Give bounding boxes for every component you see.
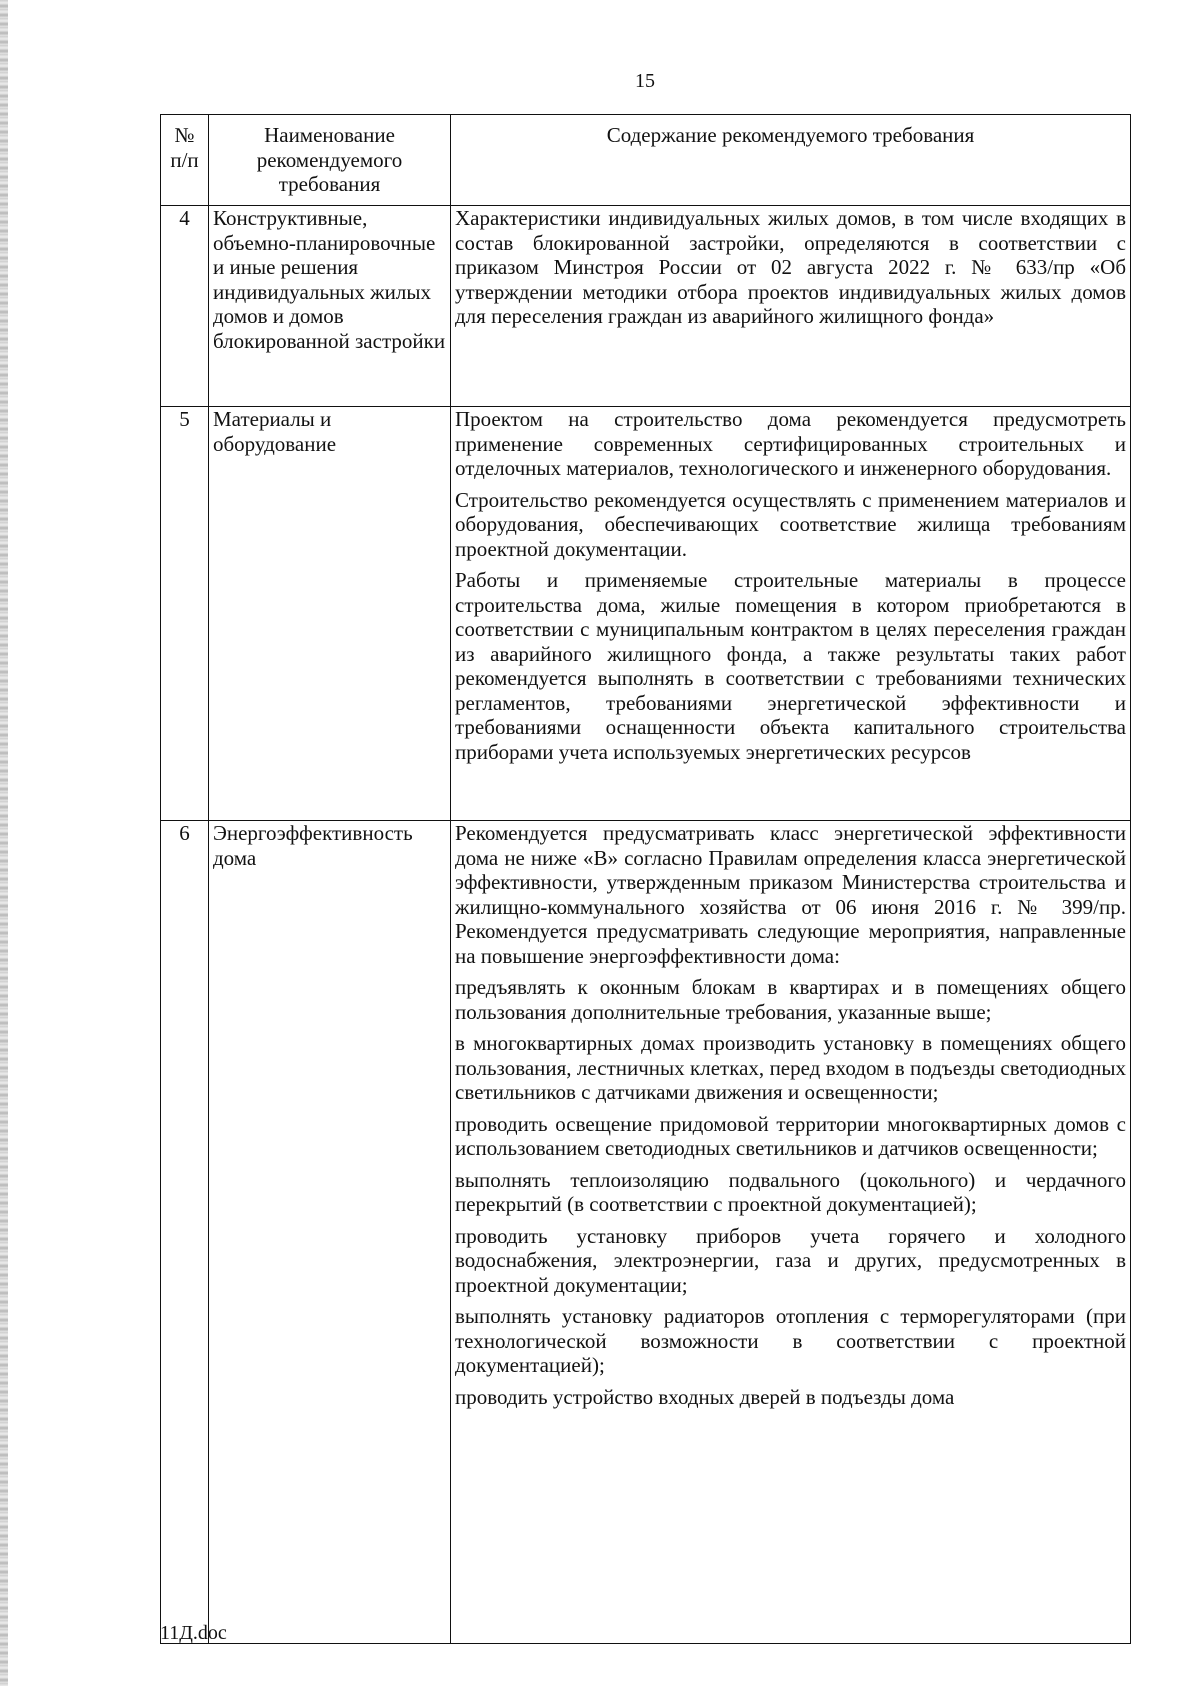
scan-edge: [0, 0, 8, 1686]
page-number: 15: [635, 70, 655, 92]
row-name: Конструктивные, объемно-планировочные и иные решения индивидуальных жилых домов и домов блокированной застройки: [209, 206, 451, 407]
row-num: 6: [161, 821, 209, 1644]
header-num: № п/п: [161, 115, 209, 206]
table-header-row: [161, 115, 1131, 206]
requirements-table: [160, 114, 1131, 1644]
content-paragraph: проводить установку приборов учета горячего и холодного водоснабжения, электроэнергии, газа и других, предусмотренных в проектной документации;: [455, 1223, 1126, 1297]
content-paragraph: Рекомендуется предусматривать класс энергетической эффективности дома не ниже «В» согласно Правилам определения класса энергетической эффективности, утвержденным приказом Министерства строительства и жилищно-коммунального хозяйства от 06 июня 2016 г. № 399/пр. Рекомендуется предусматривать следующие мероприятия, направленные на повышение энергоэффективности дома:: [455, 821, 1126, 968]
file-name-footer: 11Д.doc: [160, 1622, 227, 1644]
content-paragraph: Работы и применяемые строительные материалы в процессе строительства дома, жилые помещения в котором приобретаются в соответствии с муниципальным контрактом в целях переселения граждан из аварийного жилищного фонда, а также результаты таких работ рекомендуется выполнять в соответствии с требованиями технических регламентов, требованиями энергетической эффективности и требованиями оснащенности объекта капитального строительства приборами учета используемых энергетических ресурсов: [455, 568, 1126, 764]
content-paragraph: проводить устройство входных дверей в подъезды дома: [455, 1384, 955, 1409]
content-paragraph: Строительство рекомендуется осуществлять с применением материалов и оборудования, обеспечивающих соответствие жилища требованиям проектной документации.: [455, 487, 1126, 561]
row-content: [451, 206, 1131, 407]
content-paragraph: выполнять теплоизоляцию подвального (цокольного) и чердачного перекрытий (в соответствии с проектной документацией);: [455, 1167, 1126, 1216]
content-paragraph: выполнять установку радиаторов отопления с терморегуляторами (при технологической возможности в соответствии с проектной документацией);: [455, 1304, 1126, 1377]
table-row: [161, 821, 1131, 1644]
row-name: Материалы и оборудование: [209, 407, 451, 821]
content-paragraph: проводить освещение придомовой территории многоквартирных домов с использованием светодиодных светильников и датчиков освещенности;: [455, 1111, 1126, 1160]
content-paragraph: в многоквартирных домах производить установку в помещениях общего пользования, лестничных клетках, перед входом в подъезды светодиодных светильников с датчиками движения и освещенности;: [455, 1031, 1126, 1104]
table-row: [161, 206, 1131, 407]
content-paragraph: Характеристики индивидуальных жилых домов, в том числе входящих в состав блокированной застройки, определяются в соответствии с приказом Минстроя России от 02 августа 2022 г. № 633/пр «Об утверждении методики отбора проектов индивидуальных жилых домов для переселения граждан из аварийного жилищного фонда»: [455, 206, 1126, 328]
content-paragraph: Проектом на строительство дома рекомендуется предусмотреть применение современных сертифицированных строительных и отделочных материалов, технологического и инженерного оборудования.: [455, 407, 1126, 480]
content-paragraph: предъявлять к оконным блокам в квартирах и в помещениях общего пользования дополнительные требования, указанные выше;: [455, 975, 1126, 1024]
row-content: [451, 821, 1131, 1644]
table-row: [161, 407, 1131, 821]
row-content: [451, 407, 1131, 821]
row-num: 4: [161, 206, 209, 407]
header-content: Содержание рекомендуемого требования: [451, 115, 1131, 206]
row-name: Энергоэффективность дома: [209, 821, 451, 1644]
header-name: Наименование рекомендуемого требования: [209, 115, 451, 206]
row-num: 5: [161, 407, 209, 821]
